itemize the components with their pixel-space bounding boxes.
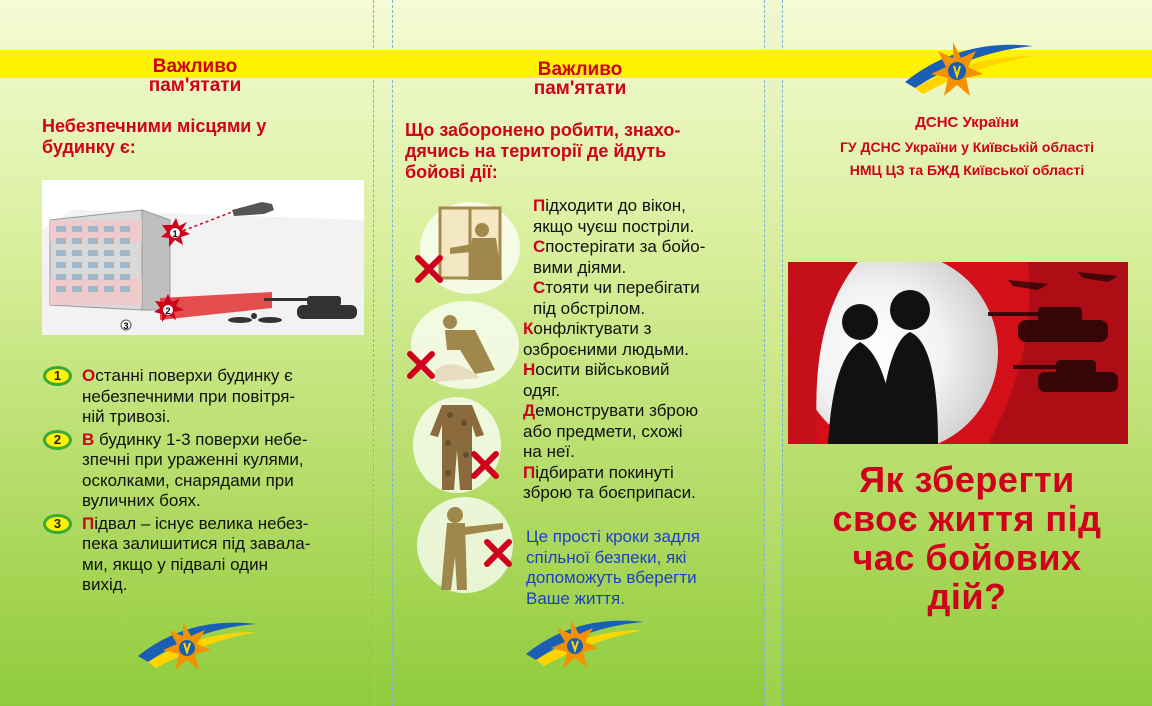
subheading-line: бойові дії: (405, 162, 498, 182)
list-item (40, 430, 380, 512)
first-letter: П (533, 196, 546, 215)
first-letter: С (533, 278, 546, 297)
item-line: ідходити до вікон, (545, 196, 686, 215)
item-line: постерігати за бойо- (545, 237, 706, 256)
subheading-line: Що заборонено робити, знахо- (405, 120, 681, 140)
number-badge: 2 (43, 430, 72, 450)
heading-line: пам'ятати (533, 78, 627, 99)
item-line: на неї. (523, 442, 575, 461)
number-badge: 3 (43, 514, 72, 534)
item-line: небезпечними при повітря- (82, 386, 296, 406)
brochure-title (782, 460, 1152, 616)
note-line: спільної безпеки, які (526, 547, 687, 567)
item-line: вуличних боях. (82, 491, 201, 510)
number-badge: 1 (43, 366, 72, 386)
subheading-line: дячись на території де йдуть (405, 141, 667, 161)
list-item (523, 463, 763, 504)
fold-guide (373, 0, 374, 706)
item-line: онфліктувати з (533, 319, 652, 338)
cross-mark-icon (470, 450, 500, 480)
first-letter: Н (523, 360, 536, 379)
list-item (523, 319, 763, 360)
list-item (523, 278, 763, 319)
list-item (523, 237, 763, 278)
first-letter: В (82, 429, 95, 449)
marker-1: 1 (172, 229, 178, 239)
heading-line: пам'ятати (148, 75, 242, 96)
item-line: ми, якщо у підвалі один (82, 554, 268, 574)
note-line: Ваше життя. (526, 588, 625, 608)
cross-mark-icon (483, 538, 513, 568)
subheading-line: Небезпечними місцями у (42, 116, 267, 136)
item-line: ній тривозі. (82, 407, 171, 426)
marker-2: 2 (165, 306, 171, 316)
list-item (523, 196, 763, 237)
first-letter: С (533, 237, 546, 256)
cross-mark-icon (406, 350, 436, 380)
item-line: під обстрілом. (533, 298, 646, 318)
marker-3: 3 (123, 321, 129, 331)
item-line: вихід. (82, 575, 128, 594)
item-line: або предмети, схожі (523, 421, 683, 441)
item-line: одяг. (523, 380, 561, 400)
item-line: будинку 1-3 поверхи небе- (94, 429, 308, 449)
heading-line: Важливо (537, 59, 623, 80)
item-line: стaнні поверхи будинку є (95, 366, 293, 385)
forbidden-actions-list (523, 196, 763, 504)
list-item (523, 360, 763, 401)
item-line: зпечні при ураженні кулями, (82, 450, 304, 469)
military-uniform-illustration (412, 395, 512, 495)
title-line: час бойових (852, 537, 1082, 578)
list-item (40, 514, 380, 596)
item-line: ідвал – існує велика небез- (94, 513, 309, 533)
fold-guide (392, 0, 393, 706)
subheading-line: будинку є: (42, 137, 136, 157)
item-line: ідбирати покинуті (535, 462, 674, 482)
item-line: емонструвати зброю (535, 401, 699, 420)
first-letter: О (82, 366, 96, 385)
cross-mark-icon (414, 254, 444, 284)
panel2-subheading (405, 120, 755, 183)
first-letter: П (523, 462, 536, 482)
panel-left (0, 0, 373, 706)
dsns-emblem-icon (516, 614, 646, 672)
note-line: допоможуть вберегти (526, 568, 697, 587)
first-letter: К (523, 319, 534, 338)
panel1-heading (100, 57, 290, 95)
building-attack-illustration (42, 180, 364, 335)
item-line: зброю та боєприпаси. (523, 483, 696, 502)
org-center: НМЦ ЦЗ та БЖД Київської області (849, 162, 1085, 178)
item-line: якщо чуєш постріли. (533, 216, 695, 236)
panel2-heading (480, 60, 680, 98)
safety-note (526, 527, 766, 609)
dsns-emblem-icon (128, 616, 258, 674)
list-item (40, 366, 380, 428)
org-subdivision: ГУ ДСНС України у Київській області (839, 139, 1094, 155)
note-line: Це прості кроки задля (526, 527, 700, 546)
war-scene-image (788, 262, 1128, 444)
title-line: своє життя під (832, 498, 1102, 539)
heading-line: Важливо (152, 56, 238, 77)
item-line: озброєними людьми. (523, 339, 689, 359)
item-line: вими діями. (533, 257, 627, 277)
title-line: Як зберегти (859, 459, 1075, 500)
fold-strip-right (764, 0, 782, 706)
item-line: осколками, снарядами при (82, 470, 294, 490)
danger-places-list (40, 366, 380, 596)
list-item (523, 401, 763, 463)
title-line: дій? (927, 576, 1007, 617)
item-line: тояти чи перебігати (545, 278, 700, 297)
org-name: ДСНС України (915, 114, 1019, 131)
item-line: осити військовий (535, 360, 670, 379)
first-letter: Д (523, 401, 536, 420)
dsns-emblem-icon (895, 38, 1035, 100)
first-letter: П (82, 513, 95, 533)
panel1-subheading (42, 116, 362, 158)
item-line: пека залишитися під завала- (82, 534, 311, 553)
